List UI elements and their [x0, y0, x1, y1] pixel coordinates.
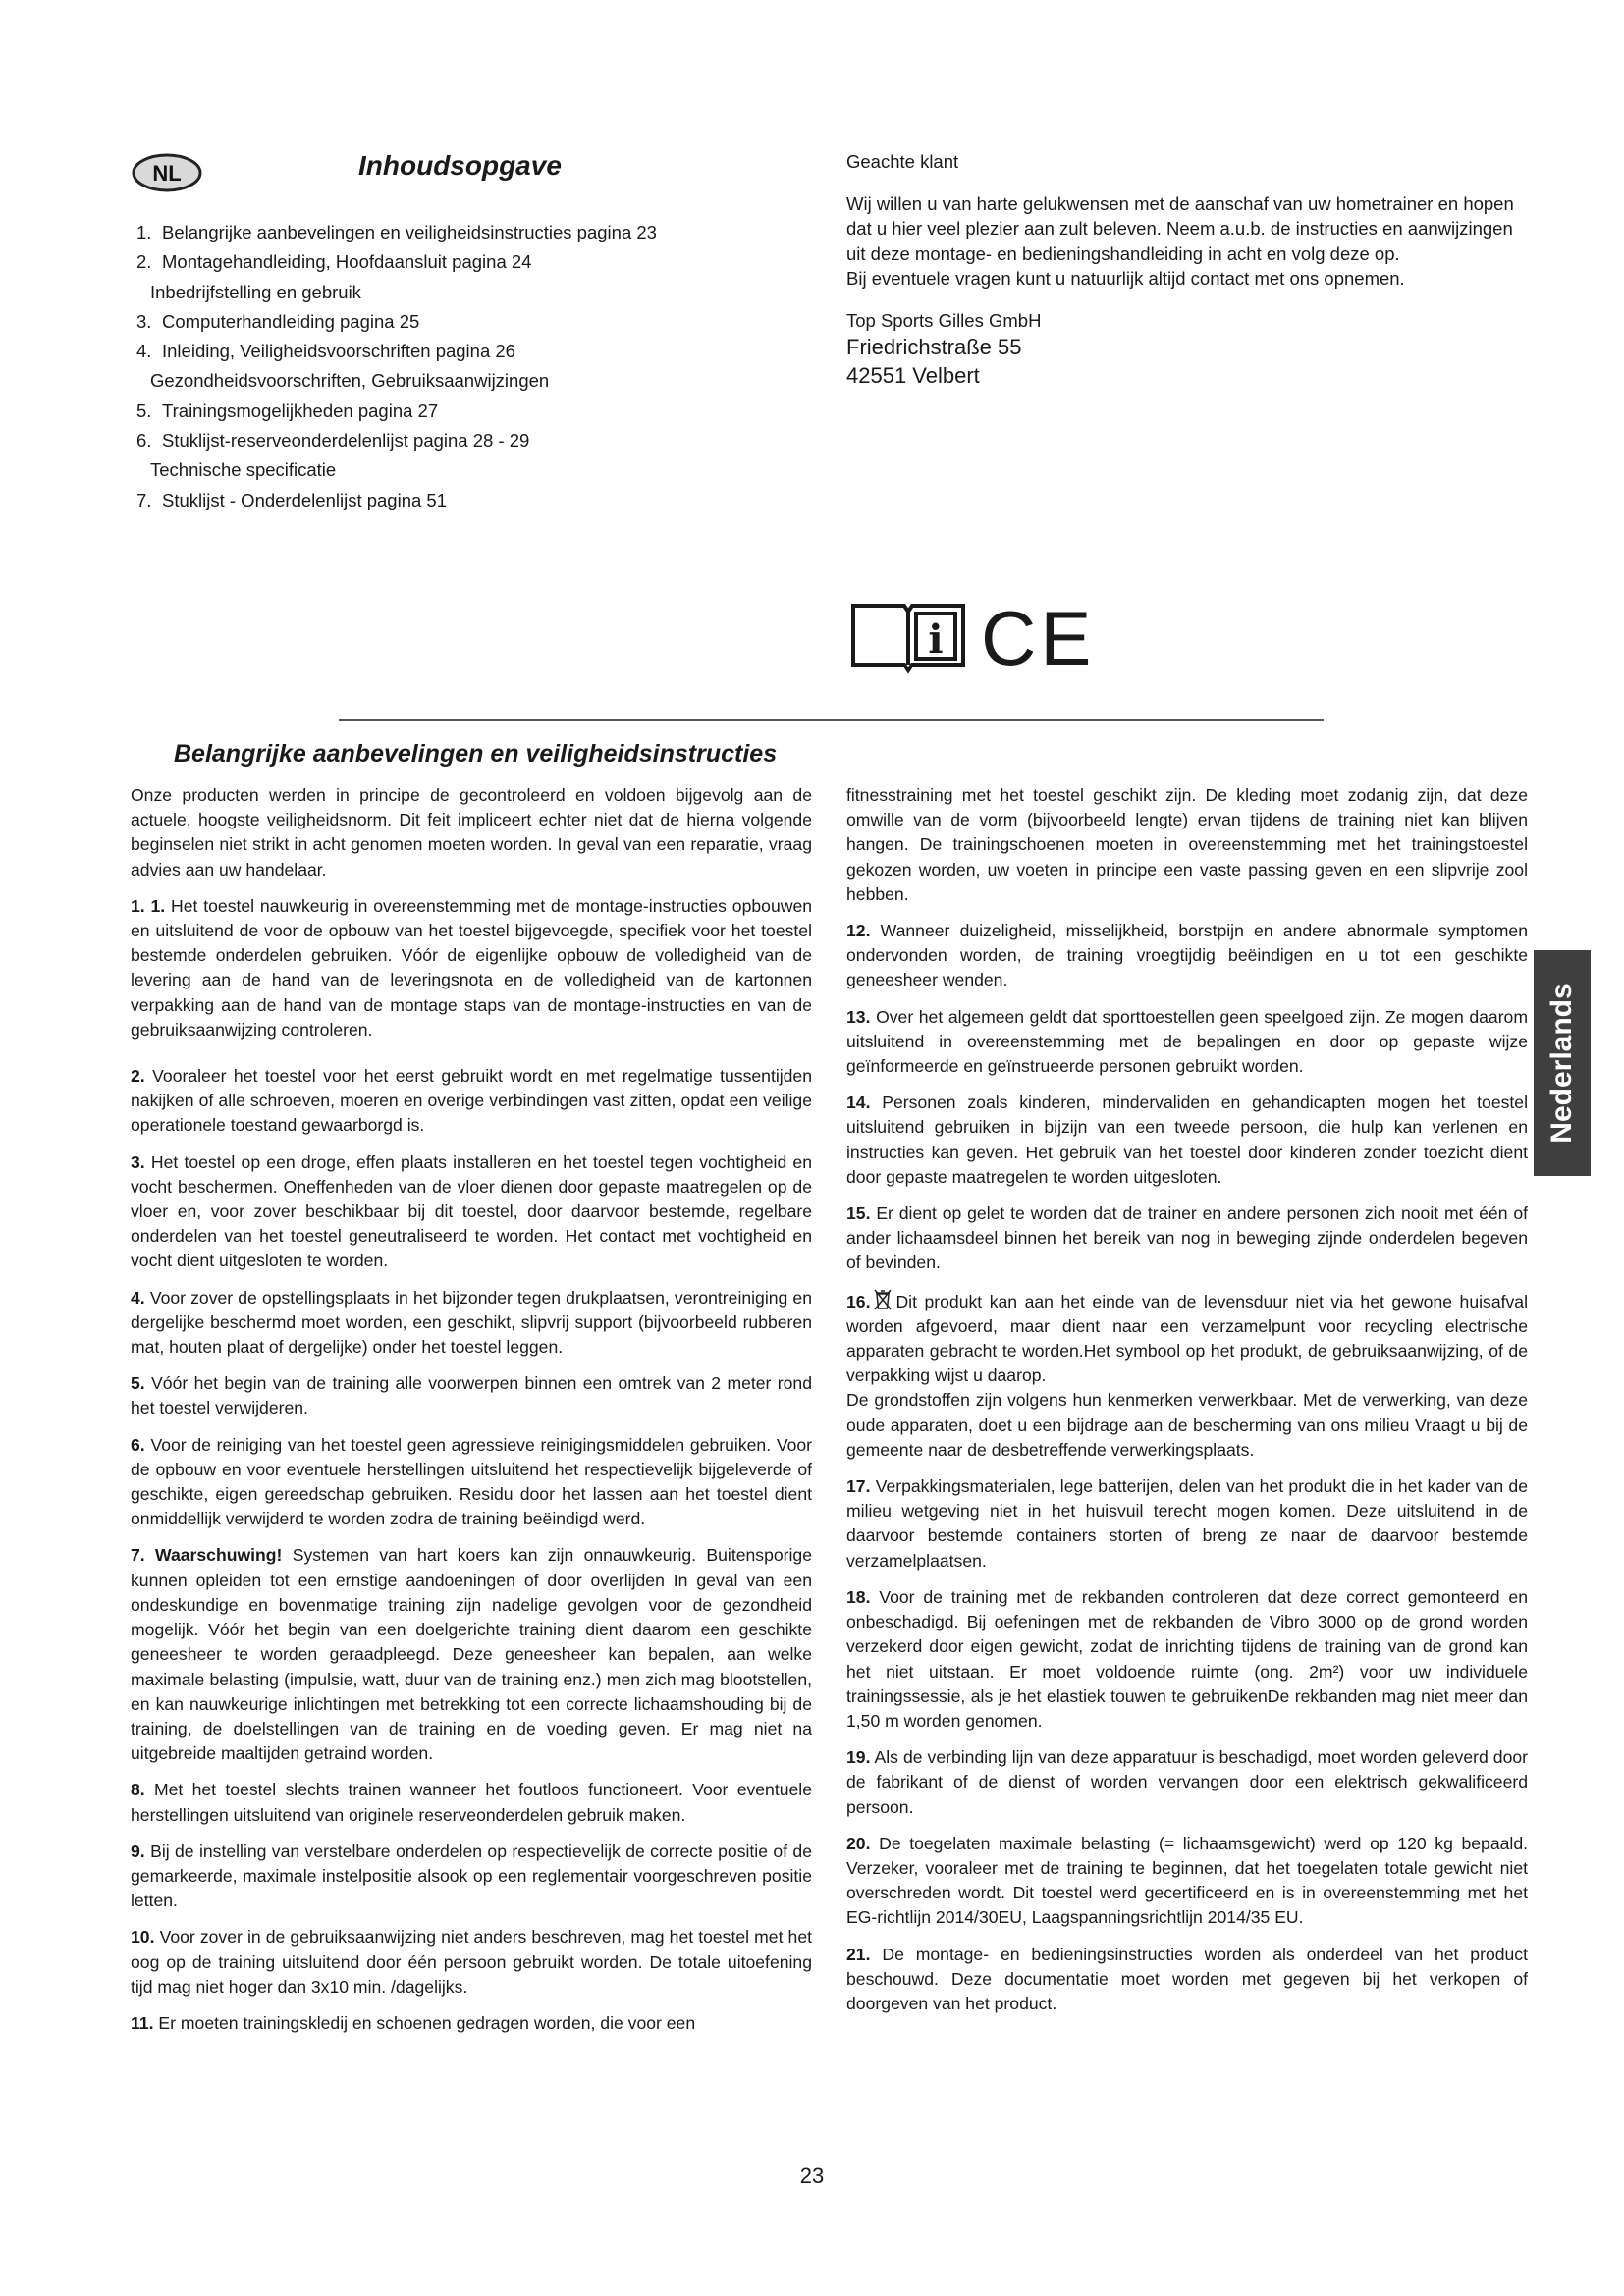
crossed-bin-icon: [874, 1288, 892, 1311]
toc-item: 7. Stuklijst - Onderdelenlijst pagina 51: [136, 489, 447, 510]
info-icon-letter: i: [928, 616, 944, 663]
safety-item: 6. Voor de reiniging van het toestel geen agressieve reinigingsmiddelen gebruiken. Voor de opbouw en voor eventuele herstellingen uitsluitend het respectievelijk bijgeleverde of geschikte, eigen gereedschap gebruiken. Residu door het lassen aan het toestel dient onmiddellijk verwijderd te worden zodra de training beëindigd werd.: [131, 1434, 813, 1529]
toc-item: 5. Trainingsmogelijkheden pagina 27: [136, 400, 439, 421]
symbols-row: [849, 592, 1110, 674]
safety-item: 7. Waarschuwing! Systemen van hart koers kan zijn onnauwkeurig. Buitensporige kunnen opleiden tot een ernstige aandoeningen of door overlijden In geval van een ondeskundige en bovenmatige training zijn nadelige gevolgen voor de gezondheid mogelijk. Vóór het begin van een doelgerichte training dient daarom een geschikte geneesheer te worden geraadpleegd. Deze geneesheer kan bepalen, aan welke maximale belasting (impulsie, watt, duur van de training enz.) men zich mag blootstellen, en kan nauwkeurige inlichtingen met betrekking tot een correcte lichaamshouding bij de training, de doelstellingen van de training en de voeding geven. Er mag niet na uitgebreide maaltijden getraind worden.: [131, 1545, 812, 1764]
safety-item: 8. Met het toestel slechts trainen wanneer het foutloos functioneert. Voor eventuele herstellingen uitsluitend van originele reserveonderdelen gebruik maken.: [131, 1780, 812, 1825]
safety-item: 12. Wanneer duizeligheid, misselijkheid, borstpijn en andere abnormale symptomen ondervonden worden, de training vroegtijdig beëindigen en u tot een geschikte geneesheer wenden.: [846, 921, 1528, 990]
safety-item: 9. Bij de instelling van verstelbare onderdelen op respectievelijk de correcte positie of de gemarkeerde, maximale instelpositie alsook op een reglementair voorgeschreven positie letten.: [131, 1841, 812, 1911]
safety-item: 13. Over het algemeen geldt dat sporttoestellen geen speelgoed zijn. Ze mogen daarom uitsluitend in overeenstemming met de bepalingen en door op gepaste wijze geïnformeerde en geïnstrueerde personen gebruikt worden.: [846, 1006, 1528, 1077]
language-badge-text: NL: [152, 161, 182, 186]
greeting-body: Wij willen u van harte gelukwensen met de aanschaf van uw hometrainer en hopen dat u hier veel plezier aan zult beleven. Neem a.u.b. de instructies en aanwijzingen uit deze montage- en bedieningshandleiding in acht en volg deze op.: [846, 192, 1514, 264]
salutation: Geachte klant: [846, 151, 959, 172]
safety-item: 20. De toegelaten maximale belasting (= lichaamsgewicht) werd op 120 kg bepaald. Verzeker, vooraleer met de training te beginnen, dat het toegelaten totale gewicht niet overschreden wordt. Dit toestel werd gecertificeerd en is in overeenstemming met het EG-richtlijn 2014/30EU, Laagspanningsrichtlijn 2014/35 EU.: [846, 1833, 1528, 1928]
safety-column-right: [846, 783, 1528, 2028]
toc-subitem: Gezondheidsvoorschriften, Gebruiksaanwijzingen: [150, 370, 550, 392]
toc-item: 4. Inleiding, Veiligheidsvoorschriften pagina 26: [136, 341, 515, 362]
ce-mark: CE: [981, 595, 1096, 674]
safety-item: 1. 1. Het toestel nauwkeurig in overeenstemming met de montage-instructies opbouwen en uitsluitend de voor de opbouw van het toestel bijgevoegde, specifiek voor het toestel bestemde onderdelen gebruiken. Vóór de eigenlijke opbouw de volledigheid van de levering aan de hand van de leveringsnota en de volledigheid van de kartonnen verpakking aan de hand van de montage staps van de montage-instructies en van de gebruiksaanwijzing controleren.: [131, 895, 813, 1040]
safety-item: 17. Verpakkingsmaterialen, lege batterijen, delen van het produkt die in het kader van de milieu wetgeving niet in het huisvuil terecht mogen komen. Deze uitsluitend in de daarvoor bestemde containers storten of breng ze naar de daarvoor bestemde verzamelplaatsen.: [846, 1476, 1528, 1571]
safety-item: 14. Personen zoals kinderen, mindervaliden en gehandicapten mogen het toestel uitsluitend gebruiken in bijzijn van een tweede persoon, die hulp kan verlenen en instructies kan geven. Het gebruik van het toestel door kinderen zonder toezicht dient door gepaste maatregelen te worden uitgesloten.: [846, 1093, 1529, 1187]
safety-item: 19. Als de verbinding lijn van deze apparatuur is beschadigd, moet worden geleverd door de fabrikant of de dienst of worden vervangen door een elektrisch gekwalificeerd persoon.: [846, 1747, 1529, 1817]
safety-item: 3. Het toestel op een droge, effen plaats installeren en het toestel tegen vochtigheid en vocht beschermen. Oneffenheden van de vloer dienen door gepaste maatregelen op de vloer en, voor zover beschikbaar bij dit toestel, door daarvoor bestemde, regelbare onderdelen van het toestel geneutraliseerd te worden. Het contact met vochtigheid en vocht dient uitgesloten te worden.: [131, 1151, 813, 1271]
safety-item: 21. De montage- en bedieningsinstructies worden als onderdeel van het product beschouwd. Deze documentatie moet worden met gegeven bij het verkopen of doorgeven van het product.: [846, 1944, 1528, 2013]
greeting-questions: Bij eventuele vragen kunt u natuurlijk altijd contact met ons opnemen.: [846, 268, 1405, 289]
toc-title: Inhoudsopgave: [358, 150, 562, 181]
safety-item: 10. Voor zover in de gebruiksaanwijzing niet anders beschreven, mag het toestel met het oog op de training uitsluitend door één persoon gebruikt worden. De totale uitoefening tijd mag niet hoger dan 3x10 min. /dagelijks.: [131, 1927, 813, 1997]
safety-item: 2. Vooraleer het toestel voor het eerst gebruikt wordt en met regelmatige tussentijden nakijken of alle schroeven, moeren en overige verbindingen vast zitten, opdat een veilige operationele toestand gewaarborgd is.: [131, 1066, 812, 1136]
company-city: 42551 Velbert: [846, 363, 980, 388]
company-street: Friedrichstraße 55: [846, 335, 1022, 359]
toc-item: 1. Belangrijke aanbevelingen en veiligheidsinstructies pagina 23: [136, 222, 657, 242]
safety-item: 4. Voor zover de opstellingsplaats in het bijzonder tegen drukplaatsen, verontreiniging en dergelijke beschermd moet worden, een geschikt, slipvrij support (bijvoorbeeld rubberen mat, houten plaat of dergelijke) onder het toestel leggen.: [131, 1287, 813, 1358]
safety-item-continued: fitnesstraining met het toestel geschikt zijn. De kleding moet zodanig zijn, dat deze omwille van de vorm (bijvoorbeeld lengte) ervan tijdens de training niet kan blijven hangen. De trainingschoenen moeten in overeenstemming met het trainingstoestel gekozen worden, uw voeten in principe een vaste passing geven en een slipvrije zool hebben.: [846, 785, 1528, 904]
safety-item: 15. Er dient op gelet te worden dat de trainer en andere personen zich nooit met één of ander lichaamsdeel binnen het bereik van nog in beweging zijnde onderdelen begeven of bevinden.: [846, 1203, 1528, 1273]
safety-column-left: [131, 783, 812, 2048]
safety-section-title: Belangrijke aanbevelingen en veiligheidsinstructies: [174, 740, 778, 768]
safety-item: 5. Vóór het begin van de training alle voorwerpen binnen een omtrek van 2 meter rond het toestel verwijderen.: [131, 1373, 812, 1418]
language-side-tab-label: Nederlands: [1545, 983, 1578, 1144]
safety-intro: Onze producten werden in principe de gecontroleerd en voldoen bijgevolg aan de actuele, hoogste veiligheidsnorm. Dit feit impliceert echter niet dat de hierna volgende beginselen niet strikt in acht genomen moeten worden. In geval van een reparatie, vraag advies aan uw handelaar.: [131, 785, 812, 880]
language-side-tab: [1534, 950, 1591, 1176]
page-number: 23: [799, 2163, 825, 2188]
section-divider: [339, 719, 1324, 721]
company-name: Top Sports Gilles GmbH: [846, 309, 1042, 331]
toc-subitem: Technische specificatie: [150, 459, 337, 481]
toc-subitem: Inbedrijfstelling en gebruik: [150, 281, 361, 302]
safety-item: 16. Dit produkt kan aan het einde van de levensduur niet via het gewone huisafval worden afgevoerd, maar dient naar een verzamelpunt voor recycling electrische apparaten gebracht te worden.Het symbool op het produkt, de gebruiksaanwijzing, of de verpakking wijst u daarop. De grondstoffen zijn volgens hun kenmerken verwerkbaar. Met de verwerking, van deze oude apparaten, doet u een bijdrage aan de bescherming van ons milieu Vraagt u bij de gemeente naar de desbetreffende verwerkingsplaats.: [846, 1288, 1528, 1463]
safety-item: 11. Er moeten trainingskledij en schoenen gedragen worden, die voor een: [131, 2012, 696, 2033]
read-manual-icon: [853, 606, 963, 670]
table-of-contents: [131, 218, 759, 515]
safety-item: 18. Voor de training met de rekbanden controleren dat deze correct gemonteerd en onbeschadigd. Bij oefeningen met de rekbanden de Vibro 3000 op de grond worden verzekerd door eigen gewicht, zodat de inrichting tijdens de training van de grond kan het niet uitstaan. Er moet voldoende ruimte (ong. 2m²) voor uw individuele trainingssessie, als je het elastiek touwen te gebruikenDe rekbanden mag niet meer dan 1,50 m worden genomen.: [846, 1586, 1529, 1731]
toc-item: 2. Montagehandleiding, Hoofdaansluit pagina 24: [136, 251, 532, 273]
toc-item: 6. Stuklijst-reserveonderdelenlijst pagina 28 - 29: [136, 430, 530, 452]
toc-item: 3. Computerhandleiding pagina 25: [136, 310, 420, 332]
language-badge: [131, 152, 203, 193]
greeting-block: [846, 149, 1534, 390]
